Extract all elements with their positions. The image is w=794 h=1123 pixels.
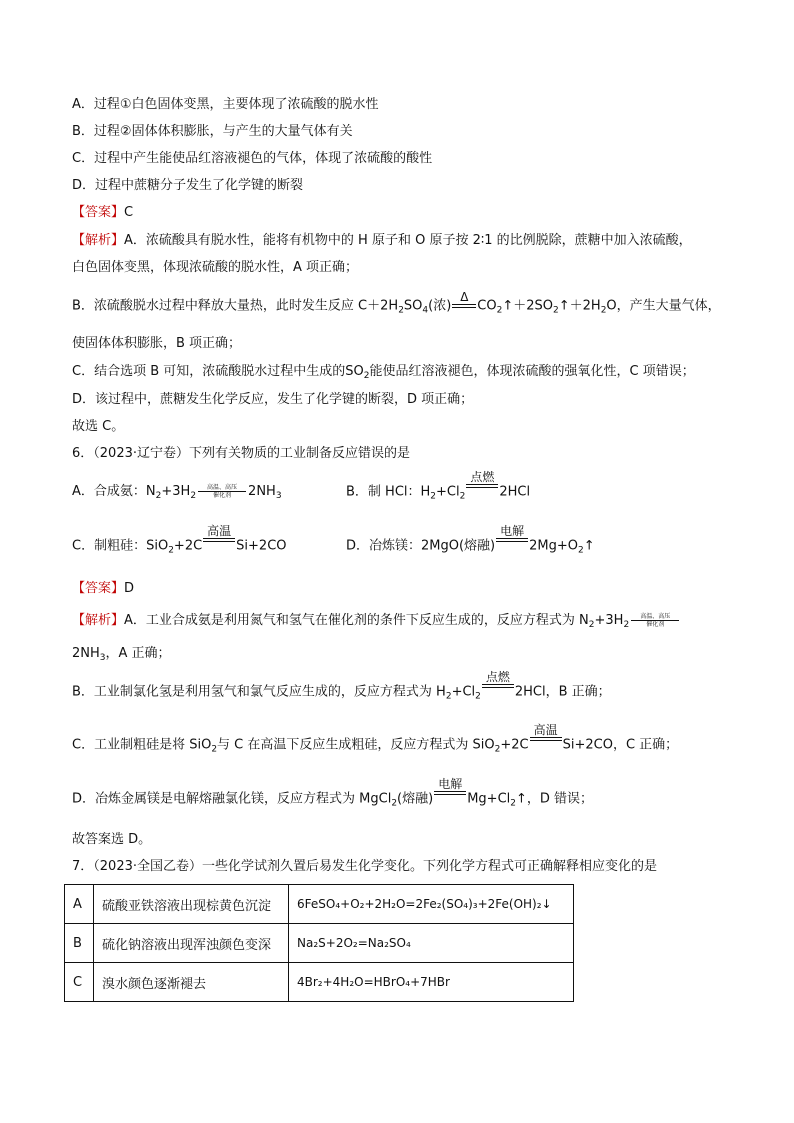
text: 与 C 在高温下反应生成粗硅，反应方程式为 SiO [217,737,495,753]
analysis-q6-line-4: C．工业制粗硅是将 SiO$_2$与 C 在高温下反应生成粗硅，反应方程式为 SiO$_2$+2C 高温 Si+2CO，C 正确； [72,723,679,755]
table-row [65,924,574,963]
text: A．合成氨：N [72,484,156,499]
text: SO [345,364,364,379]
condition: 高温 [533,723,558,737]
text: ，产生大量气体， [616,298,721,314]
option-a: A．过程①白色固体变黑，主要体现了浓硫酸的脱水性 [72,97,379,112]
answer-line-q6 [72,580,134,598]
reaction-arrow [482,671,514,701]
reaction-arrow [496,525,528,555]
text: +Cl [451,684,476,700]
option-d: D．过程中蔗糖分子发生了化学键的断裂 [72,178,304,193]
condition: 高温 [207,524,232,538]
condition: 点燃 [485,670,510,684]
analysis-line-7: 故选 C。 [72,419,125,434]
text: Mg+Cl [467,791,511,807]
text: 2Mg+O [529,538,579,554]
reaction-arrow [452,291,476,321]
equilibrium-arrow [198,484,246,499]
condition-top: 高温、高压 [207,484,238,491]
row-letter: A [65,885,94,924]
condition-top: 高温、高压 [640,613,671,620]
text: 2NH [248,484,276,499]
q6-option-c: C．制粗硅：SiO$_2$+2C 高温 Si+2CO [72,524,287,556]
text: D．冶炼镁：2MgO(熔融) [346,538,496,554]
text: Si+2CO [236,538,287,554]
option-c: C．过程中产生能使品红溶液褪色的气体，体现了浓硫酸的酸性 [72,151,433,166]
text: (熔融) [397,791,434,807]
row-equation: Na₂S+2O₂=Na₂SO₄ [289,924,574,963]
text: +2C [173,538,203,554]
text: ，A 正确； [105,646,171,661]
text: A．工业合成氨是利用氮气和氢气在催化剂的条件下反应生成的，反应方程式为 N [124,613,589,628]
reaction-arrow [466,471,498,501]
analysis-line-2: 白色固体变黑，体现浓硫酸的脱水性，A 项正确； [72,260,359,275]
text: ↑，D 错误； [516,791,594,807]
analysis-q6-line-2: $2NH_3$，A 正确； [72,646,171,663]
text: +2C [500,737,529,753]
text: C．结合选项 B 可知，浓硫酸脱水过程中生成的 [72,364,346,379]
q6-option-d: D．冶炼镁：2MgO(熔融) 电解 $2Mg+O_2↑$ [346,524,595,556]
analysis-q6-end: 故答案选 D。 [72,832,152,847]
analysis-q6-line-5: D．冶炼金属镁是电解熔融氯化镁，反应方程式为 MgCl$_2$(熔融) 电解 $Mg+Cl_2↑$，D 错误； [72,777,594,809]
text: C．制粗硅：SiO [72,538,169,554]
text: C．工业制粗硅是将 SiO [72,737,212,753]
equilibrium-arrow [631,613,679,628]
condition: 电解 [438,777,463,791]
analysis-line-4: 使固体体积膨胀，B 项正确； [72,336,242,351]
q6-option-b: B．制 HCl：$H_2+Cl_2$ 点燃 2HCl [346,470,531,502]
reaction-arrow [530,724,562,754]
analysis-label: 【解析】 [72,233,125,248]
row-equation: 6FeSO₄+O₂+2H₂O=2Fe₂(SO₄)₃+2Fe(OH)₂↓ [289,885,574,924]
answer-label: 【答案】 [72,581,125,596]
reaction-arrow [434,778,466,808]
analysis-line-5: C．结合选项 B 可知，浓硫酸脱水过程中生成的$SO_2$能使品红溶液褪色，体现浓硫酸的强氧化性，C 项错误； [72,364,695,381]
table-row [65,885,574,924]
analysis-label: 【解析】 [72,613,125,628]
text: 2HCl [499,484,531,500]
condition-bottom: 催化剂 [631,620,679,628]
text: +3H [161,484,191,499]
text: ↑ [583,538,595,554]
row-description: 硫化钠溶液出现浑浊颜色变深 [94,924,289,963]
row-equation: 4Br₂+4H₂O=HBrO₄+7HBr [289,963,574,1002]
analysis-line-1 [72,232,692,250]
text: 2HCl，B 正确； [514,684,611,700]
analysis-text: A．浓硫酸具有脱水性，能将有机物中的 H 原子和 O 原子按 2∶1 的比例脱除，蔗糖中加入浓硫酸， [124,233,692,248]
text: Si+2CO，C 正确； [562,737,679,753]
text: 能使品红溶液褪色，体现浓硫酸的强氧化性，C 项错误； [369,364,695,379]
text: +Cl [436,484,460,500]
text: B．浓硫酸脱水过程中释放大量热，此时发生反应 C＋2H [72,298,399,314]
reaction-arrow [203,525,235,555]
options-table [64,884,574,1002]
text: ↑＋2SO [502,298,553,314]
analysis-line-3: B．浓硫酸脱水过程中释放大量热，此时发生反应 $C+2H_2SO_4$(浓) Δ $CO_2↑+2SO_2↑+2H_2O$，产生大量气体， [72,291,721,321]
analysis-line-6: D．该过程中，蔗糖发生化学反应，发生了化学键的断裂，D 项正确； [72,392,474,407]
condition: 电解 [500,524,525,538]
row-letter: B [65,924,94,963]
row-description: 溴水颜色逐渐褪去 [94,963,289,1002]
answer-value: D [124,581,135,596]
text: CO [477,298,497,314]
condition: 点燃 [470,470,495,484]
answer-line [72,204,133,222]
text: ↑＋2H [558,298,601,314]
text: 2NH [72,646,100,661]
answer-label: 【答案】 [72,205,125,220]
text: (浓) [428,298,452,314]
delta-sign: Δ [460,290,469,304]
table-row [65,963,574,1002]
text: O [606,298,617,314]
q6-option-a: A．合成氨：$N_2+3H_2$ 高温、高压 催化剂 $2NH_3$ [72,484,282,501]
condition-bottom: 催化剂 [198,491,246,499]
question-6-stem: 6．（2023·辽宁卷）下列有关物质的工业制备反应错误的是 [72,446,410,461]
row-letter: C [65,963,94,1002]
text: B．工业制氯化氢是利用氢气和氯气反应生成的，反应方程式为 H [72,684,446,700]
row-description: 硫酸亚铁溶液出现棕黄色沉淀 [94,885,289,924]
text: D．冶炼金属镁是电解熔融氯化镁，反应方程式为 MgCl [72,791,392,807]
text: B．制 HCl：H [346,484,431,500]
analysis-q6-line-1: 【解析】A．工业合成氨是利用氮气和氢气在催化剂的条件下反应生成的，反应方程式为 $N_2+3H_2$ 高温、高压 催化剂 [72,612,681,634]
answer-value: C [124,205,134,220]
option-b: B．过程②固体体积膨胀，与产生的大量气体有关 [72,124,353,139]
text: +3H [594,613,624,628]
text: SO [403,298,423,314]
question-7-stem: 7．（2023·全国乙卷）一些化学试剂久置后易发生化学变化。下列化学方程式可正确解释相应变化的是 [72,859,657,874]
analysis-q6-line-3: B．工业制氯化氢是利用氢气和氯气反应生成的，反应方程式为 $H_2+Cl_2$ 点燃 2HCl，B 正确； [72,670,611,702]
